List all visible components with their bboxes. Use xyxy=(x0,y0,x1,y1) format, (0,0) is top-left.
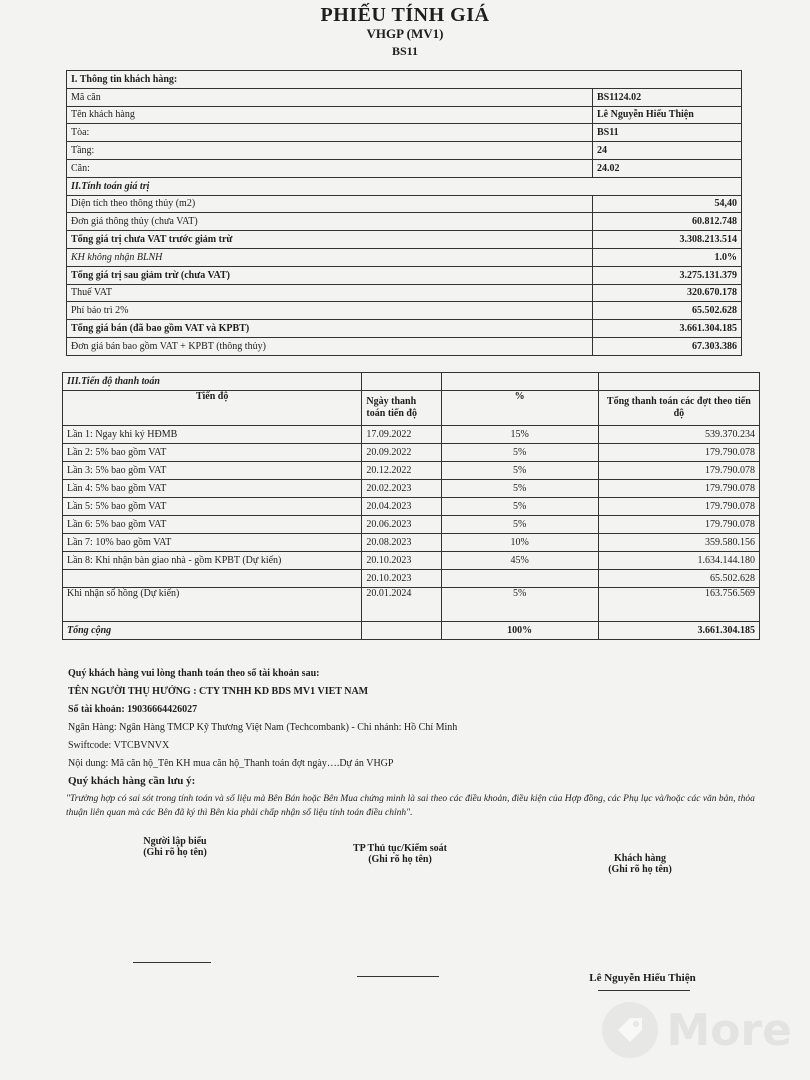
percent-cell: 5% xyxy=(441,462,598,480)
row-label: Tổng giá bán (đã bao gồm VAT và KPBT) xyxy=(67,320,593,338)
table-row xyxy=(63,516,760,534)
preparer-signature-line xyxy=(133,962,211,963)
row-label: Thuế VAT xyxy=(67,284,593,302)
bank-name: Ngân Hàng: Ngân Hàng TMCP Kỹ Thương Việt Nam (Techcombank) - Chi nhánh: Hồ Chí Minh xyxy=(68,722,458,733)
date-cell: 20.10.2023 xyxy=(362,552,441,570)
building-code: BS11 xyxy=(391,44,418,58)
customer-title: Khách hàng xyxy=(614,853,666,864)
value-section-heading: II.Tính toán giá trị xyxy=(67,177,742,195)
stage-cell: Lần 3: 5% bao gồm VAT xyxy=(63,462,362,480)
stage-cell: Lần 1: Ngay khi ký HĐMB xyxy=(63,426,362,444)
row-label: Tên khách hàng xyxy=(67,106,593,124)
document-title: PHIẾU TÍNH GIÁ xyxy=(320,4,490,26)
table-row xyxy=(63,570,760,588)
row-label: Tổng giá trị chưa VAT trước giảm trừ xyxy=(67,231,593,249)
row-value: 67.303.386 xyxy=(593,337,742,355)
note-text: "Trường hợp có sai sót trong tính toán và số liệu mà Bên Bán hoặc Bên Mua chứng minh là sai theo các điều khoản, điều kiện của Hợp đồng, các Phụ lục và/hoặc các văn bản, thỏa thuận liên quan mà các Bên đã ký thì Bên kia phải chấp nhận số liệu tính toán điều chỉnh". xyxy=(66,794,755,818)
payment-section-heading: III.Tiến độ thanh toán xyxy=(63,373,362,391)
row-label: KH không nhận BLNH xyxy=(67,248,593,266)
percent-cell: 10% xyxy=(441,534,598,552)
table-row xyxy=(63,588,760,622)
row-value: BS1124.02 xyxy=(593,88,742,106)
customer-note: (Ghi rõ họ tên) xyxy=(608,864,672,875)
row-value: 320.670.178 xyxy=(593,284,742,302)
amount-cell: 179.790.078 xyxy=(598,462,759,480)
amount-cell: 179.790.078 xyxy=(598,498,759,516)
row-label: Diện tích theo thông thủy (m2) xyxy=(67,195,593,213)
table-row xyxy=(63,552,760,570)
payment-intro: Quý khách hàng vui lòng thanh toán theo số tài khoản sau: xyxy=(68,668,320,679)
total-row xyxy=(63,622,760,640)
date-cell: 20.12.2022 xyxy=(362,462,441,480)
row-value: 3.275.131.379 xyxy=(593,266,742,284)
customer-signed-name: Lê Nguyễn Hiếu Thiện xyxy=(589,972,696,984)
table-row xyxy=(63,444,760,462)
row-label: Căn: xyxy=(67,159,593,177)
customer-signature-line xyxy=(598,990,690,991)
date-cell: 17.09.2022 xyxy=(362,426,441,444)
percent-cell: 5% xyxy=(441,498,598,516)
stage-cell xyxy=(63,570,362,588)
date-cell: 20.01.2024 xyxy=(362,588,441,622)
swift-code: Swiftcode: VTCBVNVX xyxy=(68,740,170,751)
control-note: (Ghi rõ họ tên) xyxy=(368,854,432,865)
stage-cell: Lần 4: 5% bao gồm VAT xyxy=(63,480,362,498)
account-number: Số tài khoản: 19036664426027 xyxy=(68,704,198,715)
stage-cell: Lần 5: 5% bao gồm VAT xyxy=(63,498,362,516)
date-cell: 20.06.2023 xyxy=(362,516,441,534)
row-label: Tầng: xyxy=(67,142,593,160)
row-value: 3.661.304.185 xyxy=(593,320,742,338)
table-row xyxy=(63,462,760,480)
tag-icon xyxy=(602,1002,658,1058)
date-cell: 20.10.2023 xyxy=(362,570,441,588)
row-value: 65.502.628 xyxy=(593,302,742,320)
row-label: Mã căn xyxy=(67,88,593,106)
customer-section-heading: I. Thông tin khách hàng: xyxy=(67,71,742,89)
table-row xyxy=(63,426,760,444)
percent-cell: 5% xyxy=(441,444,598,462)
amount-cell: 539.370.234 xyxy=(598,426,759,444)
customer-signature-block xyxy=(585,853,695,875)
control-signature-block xyxy=(330,843,470,865)
stage-cell: Lần 7: 10% bao gồm VAT xyxy=(63,534,362,552)
amount-cell: 359.580.156 xyxy=(598,534,759,552)
amount-cell: 179.790.078 xyxy=(598,480,759,498)
control-title: TP Thủ tục/Kiểm soát xyxy=(353,843,447,854)
row-value: 24 xyxy=(593,142,742,160)
amount-cell: 179.790.078 xyxy=(598,444,759,462)
percent-cell: 5% xyxy=(441,480,598,498)
table-row xyxy=(63,534,760,552)
note-heading: Quý khách hàng cần lưu ý: xyxy=(68,775,196,787)
amount-cell: 179.790.078 xyxy=(598,516,759,534)
column-header: Ngày thanh toán tiến độ xyxy=(362,391,441,426)
date-cell: 20.04.2023 xyxy=(362,498,441,516)
total-percent: 100% xyxy=(441,622,598,640)
price-info-table xyxy=(66,70,742,356)
column-header: Tiến độ xyxy=(63,391,362,426)
row-value: 60.812.748 xyxy=(593,213,742,231)
row-value: 24.02 xyxy=(593,159,742,177)
total-amount: 3.661.304.185 xyxy=(598,622,759,640)
percent-cell: 15% xyxy=(441,426,598,444)
row-label: Phí bảo trì 2% xyxy=(67,302,593,320)
preparer-title: Người lập biểu xyxy=(143,836,207,847)
preparer-note: (Ghi rõ họ tên) xyxy=(143,847,207,858)
stage-cell: Lần 6: 5% bao gồm VAT xyxy=(63,516,362,534)
stage-cell: Lần 2: 5% bao gồm VAT xyxy=(63,444,362,462)
table-row xyxy=(63,480,760,498)
amount-cell: 65.502.628 xyxy=(598,570,759,588)
column-header: Tổng thanh toán các đợt theo tiến độ xyxy=(598,391,759,426)
stage-cell: Khi nhận sổ hồng (Dự kiến) xyxy=(63,588,362,622)
payment-schedule-table xyxy=(62,372,760,640)
table-row xyxy=(63,498,760,516)
preparer-signature-block xyxy=(120,836,230,858)
beneficiary-name: TÊN NGƯỜI THỤ HƯỞNG : CTY TNHH KD BDS MV1 VIET NAM xyxy=(68,686,369,697)
row-value: 3.308.213.514 xyxy=(593,231,742,249)
date-cell: 20.02.2023 xyxy=(362,480,441,498)
row-value: 1.0% xyxy=(593,248,742,266)
date-cell: 20.08.2023 xyxy=(362,534,441,552)
row-label: Tòa: xyxy=(67,124,593,142)
watermark-text: More xyxy=(666,1004,792,1056)
percent-cell xyxy=(441,570,598,588)
date-cell: 20.09.2022 xyxy=(362,444,441,462)
stage-cell: Lần 8: Khi nhận bàn giao nhà - gồm KPBT (Dự kiến) xyxy=(63,552,362,570)
row-value: BS11 xyxy=(593,124,742,142)
row-label: Đơn giá bán bao gồm VAT + KPBT (thông thủy) xyxy=(67,337,593,355)
control-signature-line xyxy=(357,976,439,977)
transfer-content: Nội dung: Mã căn hộ_Tên KH mua căn hộ_Thanh toán đợt ngày….Dự án VHGP xyxy=(68,758,394,769)
total-label: Tổng cộng xyxy=(63,622,362,640)
row-value: Lê Nguyễn Hiếu Thiện xyxy=(593,106,742,124)
project-code: VHGP (MV1) xyxy=(366,26,444,41)
column-header: % xyxy=(441,391,598,426)
row-label: Đơn giá thông thủy (chưa VAT) xyxy=(67,213,593,231)
percent-cell: 45% xyxy=(441,552,598,570)
row-label: Tổng giá trị sau giảm trừ (chưa VAT) xyxy=(67,266,593,284)
amount-cell: 1.634.144.180 xyxy=(598,552,759,570)
row-value: 54,40 xyxy=(593,195,742,213)
percent-cell: 5% xyxy=(441,588,598,622)
percent-cell: 5% xyxy=(441,516,598,534)
watermark xyxy=(602,1002,792,1058)
amount-cell: 163.756.569 xyxy=(598,588,759,622)
